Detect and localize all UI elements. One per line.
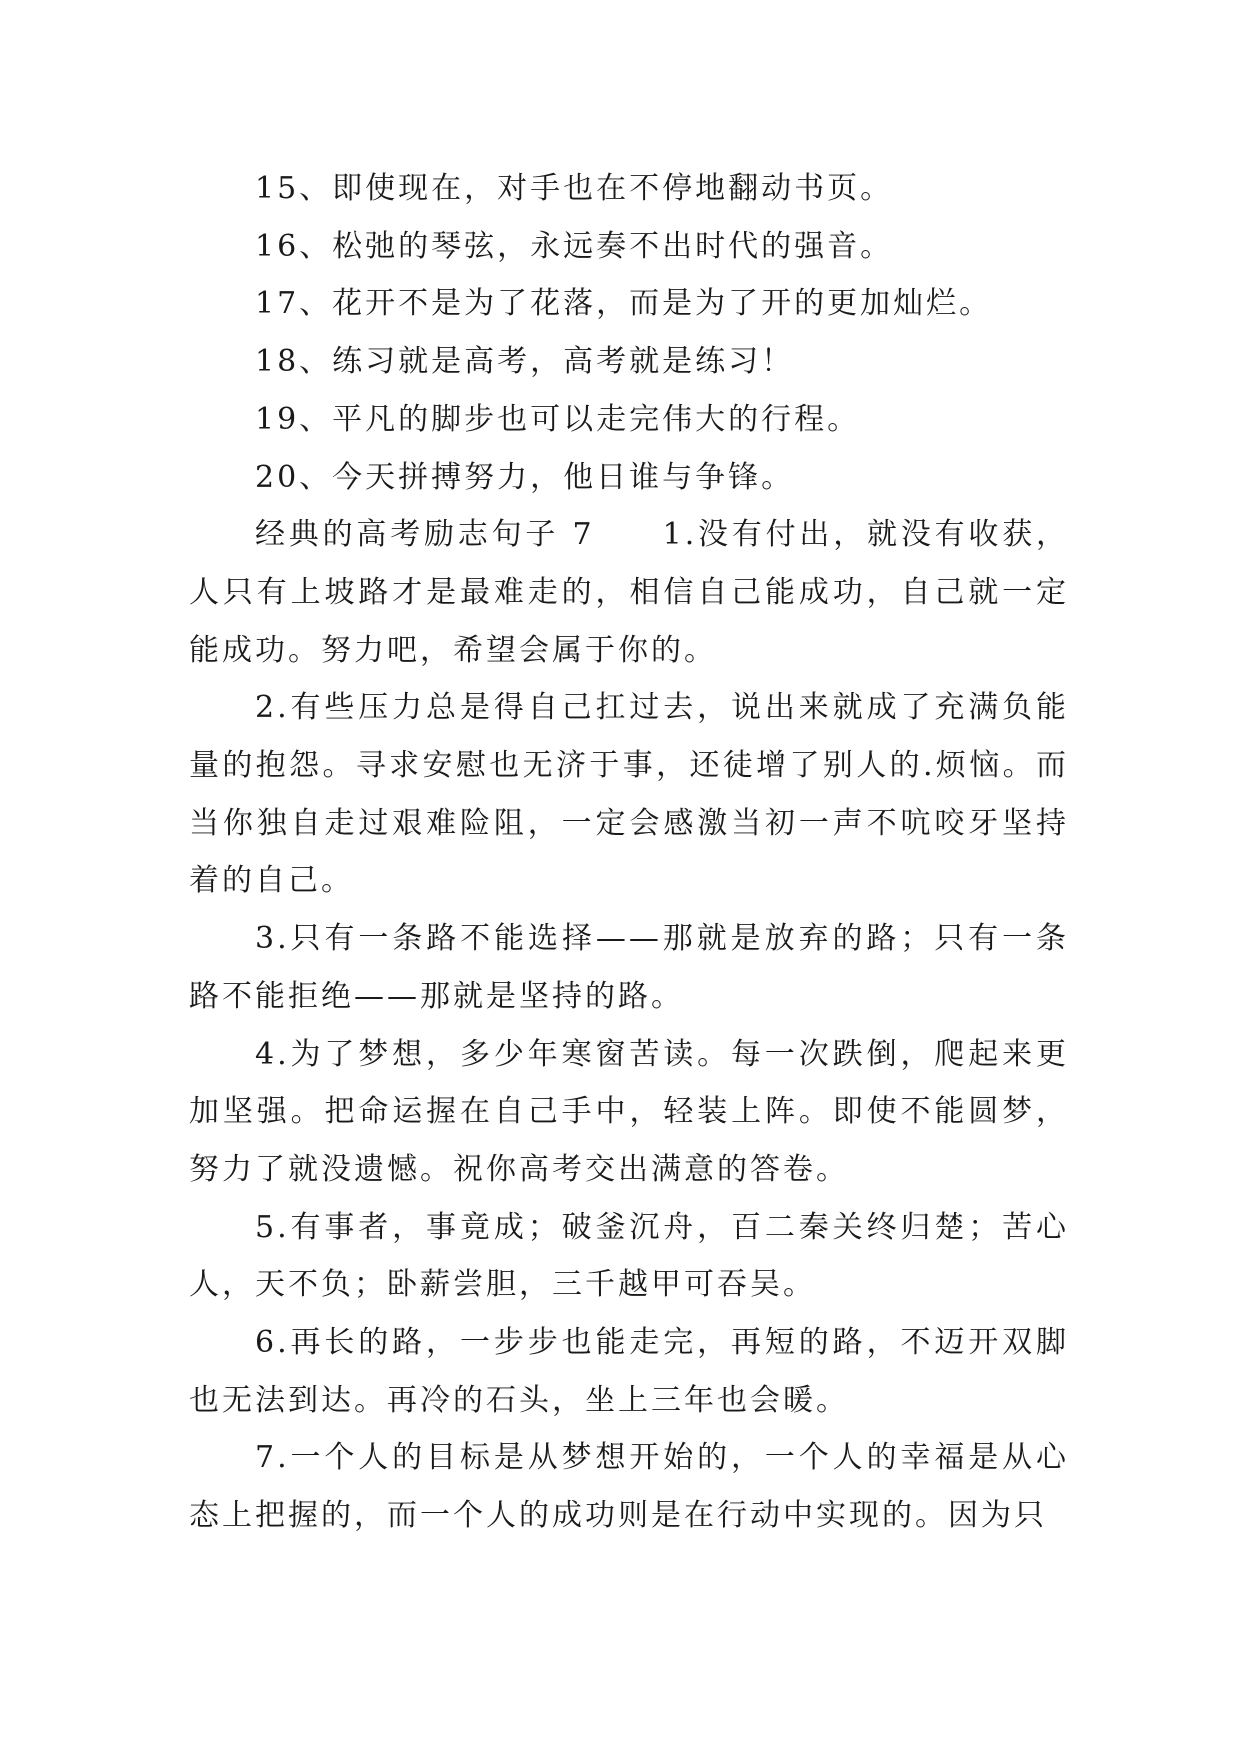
list-item: 19、平凡的脚步也可以走完伟大的行程。	[255, 401, 861, 437]
paragraph-item: 7.一个人的目标是从梦想开始的，一个人的幸福是从心态上把握的，而一个人的成功则是在行动中实现的。因为只	[189, 1440, 1069, 1534]
list-item: 17、花开不是为了花落，而是为了开的更加灿烂。	[255, 286, 993, 322]
list-item: 18、练习就是高考，高考就是练习！	[255, 344, 795, 380]
paragraph-item: 5.有事者，事竟成；破釜沉舟，百二秦关终归楚；苦心人，天不负；卧薪尝胆，三千越甲可吞吴。	[189, 1209, 1069, 1303]
section-heading: 经典的高考励志句子 7	[255, 517, 595, 553]
document-body	[189, 160, 1069, 1545]
paragraph-item: 3.只有一条路不能选择——那就是放弃的路；只有一条路不能拒绝——那就是坚持的路。	[189, 921, 1069, 1014]
paragraph-item: 4.为了梦想，多少年寒窗苦读。每一次跌倒，爬起来更加坚强。把命运握在自己手中，轻装上阵。即使不能圆梦，努力了就没遗憾。祝你高考交出满意的答卷。	[189, 1036, 1069, 1187]
list-item: 16、松弛的琴弦，永远奏不出时代的强音。	[255, 228, 894, 264]
list-item: 15、即使现在，对手也在不停地翻动书页。	[255, 171, 894, 206]
section-paragraph	[189, 506, 1069, 679]
list-item: 20、今天拼搏努力，他日谁与争锋。	[255, 459, 795, 495]
section-first-item: 1.没有付出，就没有收获，人只有上坡路才是最难走的，相信自己能成功，自己就一定能成功。努力吧，希望会属于你的。	[189, 517, 1070, 668]
paragraph-item: 6.再长的路，一步步也能走完，再短的路，不迈开双脚也无法到达。再冷的石头，坐上三年也会暖。	[189, 1325, 1069, 1418]
paragraph-item: 2.有些压力总是得自己扛过去，说出来就成了充满负能量的抱怨。寻求安慰也无济于事，还徒增了别人的.烦恼。而当你独自走过艰难险阻，一定会感激当初一声不吭咬牙坚持着的自己。	[189, 690, 1069, 899]
